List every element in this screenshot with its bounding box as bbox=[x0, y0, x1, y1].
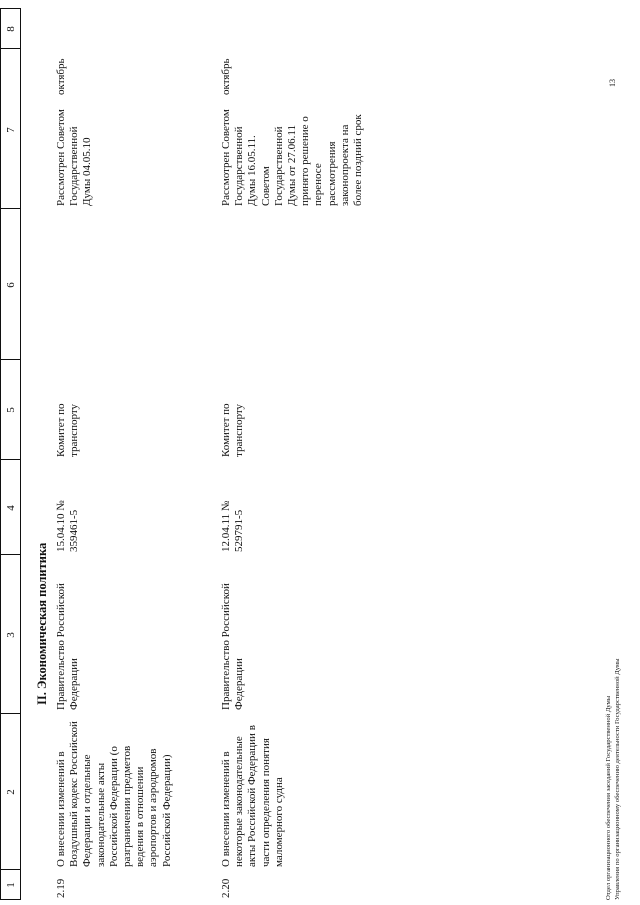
col-sep-1 bbox=[0, 869, 21, 870]
col-sep-3 bbox=[0, 554, 21, 555]
header-col-1: 1 bbox=[5, 882, 17, 888]
row-2-19-title: О внесении изменений в Воздушный кодекс Российской Федерации и отдельные законодательные акты Российской Федерации (о разграничении предметов ведения в отношении аэропортов и аэродромов Российской Федерации) bbox=[55, 721, 173, 867]
table-top-border bbox=[0, 8, 1, 900]
col-sep-6 bbox=[0, 208, 21, 209]
table-right-border bbox=[0, 8, 21, 9]
row-2-20-number: 2.20 bbox=[220, 878, 232, 898]
row-2-19-initiator: Правительство Российской Федерации bbox=[55, 583, 81, 710]
row-2-20-registration: 12.04.11 № 529791-5 bbox=[220, 500, 246, 552]
header-col-4: 4 bbox=[5, 505, 17, 511]
col-sep-7 bbox=[0, 48, 21, 49]
header-col-8: 8 bbox=[5, 26, 17, 32]
row-2-19-committee: Комитет по транспорту bbox=[55, 403, 81, 457]
row-2-20-title: О внесении изменений в некоторые законодательные акты Российской Федерации в части определения понятия маломерного судна bbox=[220, 725, 285, 867]
row-2-20-committee: Комитет по транспорту bbox=[220, 403, 246, 457]
row-2-19-number: 2.19 bbox=[55, 878, 67, 898]
header-col-7: 7 bbox=[5, 127, 17, 133]
row-2-20-month: октябрь bbox=[220, 58, 232, 95]
row-2-20-initiator: Правительство Российской Федерации bbox=[220, 583, 246, 710]
col-sep-2 bbox=[0, 713, 21, 714]
section-title: II. Экономическая политика bbox=[35, 542, 49, 705]
table-left-border bbox=[0, 899, 21, 900]
row-2-19-registration: 15.04.10 № 359461-5 bbox=[55, 500, 81, 552]
page-number: 13 bbox=[608, 79, 617, 87]
footer-line-1: Отдел организационного обеспечения заседаний Государственной Думы bbox=[605, 695, 612, 900]
footer-line-2: Управления по организационному обеспечению деятельности Государственной Думы bbox=[614, 658, 621, 900]
row-2-19-month: октябрь bbox=[55, 58, 67, 95]
col-sep-4 bbox=[0, 459, 21, 460]
row-2-20-status: Рассмотрен Советом Государственной Думы 16.05.11. Советом Государственной Думы от 27.06.11 принято решение о переносе рассмотрения законопроекта на более поздний срок bbox=[220, 109, 365, 206]
header-col-3: 3 bbox=[5, 632, 17, 638]
header-col-2: 2 bbox=[5, 789, 17, 795]
header-col-5: 5 bbox=[5, 407, 17, 413]
header-col-6: 6 bbox=[5, 282, 17, 288]
row-2-19-status: Рассмотрен Советом Государственной Думы 04.05.10 bbox=[55, 109, 94, 206]
col-sep-5 bbox=[0, 359, 21, 360]
table-header-bottom-border bbox=[20, 8, 21, 900]
